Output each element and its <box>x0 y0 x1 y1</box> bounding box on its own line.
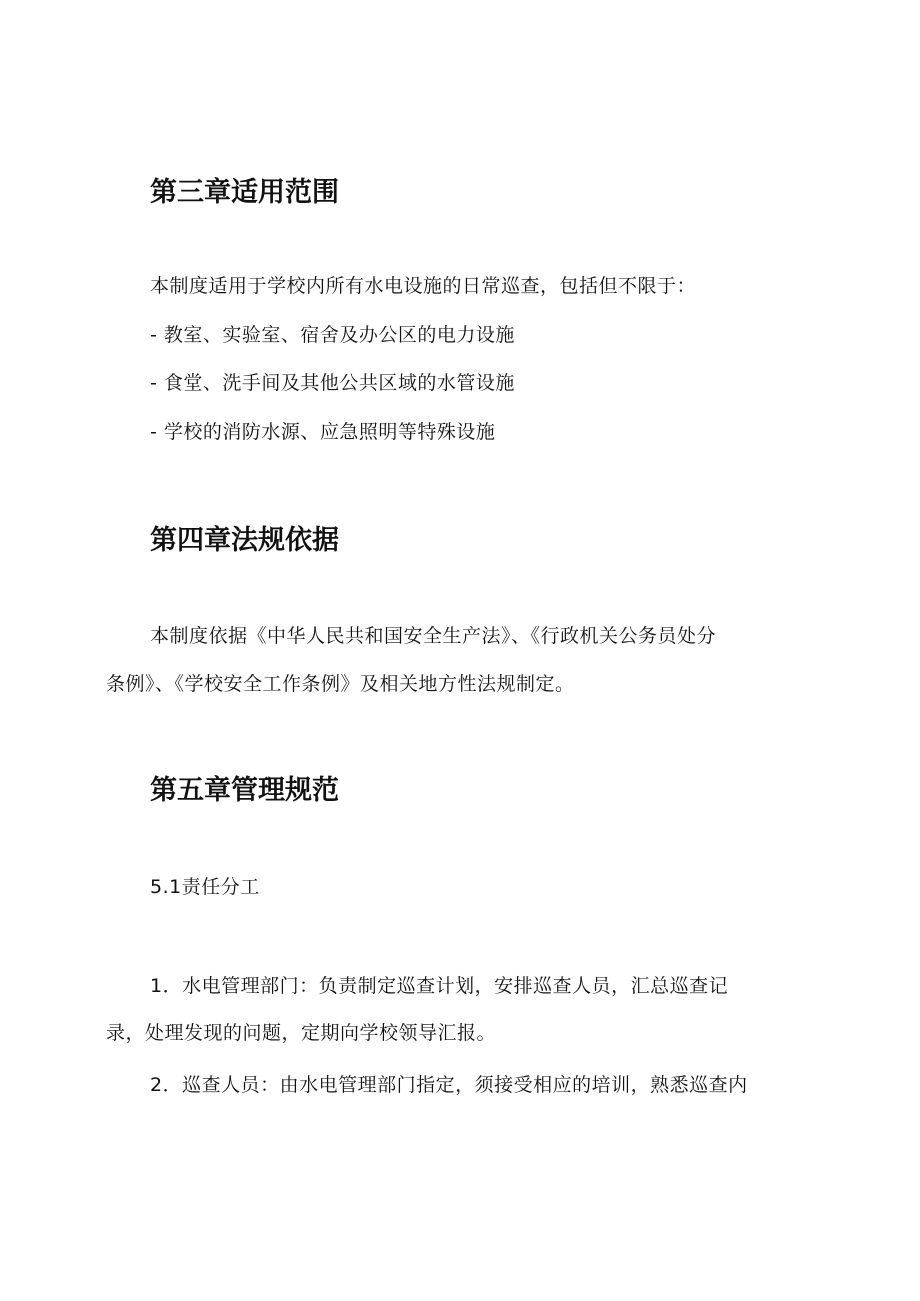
chapter4-heading: 第四章法规依据 <box>150 525 339 556</box>
item-1-line-2: 录，处理发现的问题，定期向学校领导汇报。 <box>106 1022 497 1044</box>
item-1-line-1: 1．水电管理部门：负责制定巡查计划，安排巡查人员，汇总巡查记 <box>150 975 729 997</box>
chapter3-intro: 本制度适用于学校内所有水电设施的日常巡查，包括但不限于： <box>150 275 697 297</box>
chapter3-item-1: - 教室、实验室、宿舍及办公区的电力设施 <box>150 324 515 346</box>
chapter3-heading: 第三章适用范围 <box>150 177 339 208</box>
section-5-1-title: 5.1责任分工 <box>150 876 260 898</box>
chapter4-paragraph-line-2: 条例》、《学校安全工作条例》及相关地方性法规制定。 <box>106 673 575 695</box>
chapter3-item-2: - 食堂、洗手间及其他公共区域的水管设施 <box>150 372 515 394</box>
chapter5-heading: 第五章管理规范 <box>150 775 339 806</box>
item-2-line-1: 2．巡查人员：由水电管理部门指定，须接受相应的培训，熟悉巡查内 <box>150 1074 748 1096</box>
chapter3-item-3: - 学校的消防水源、应急照明等特殊设施 <box>150 421 496 443</box>
chapter4-paragraph-line-1: 本制度依据《中华人民共和国安全生产法》、《行政机关公务员处分 <box>150 625 717 647</box>
